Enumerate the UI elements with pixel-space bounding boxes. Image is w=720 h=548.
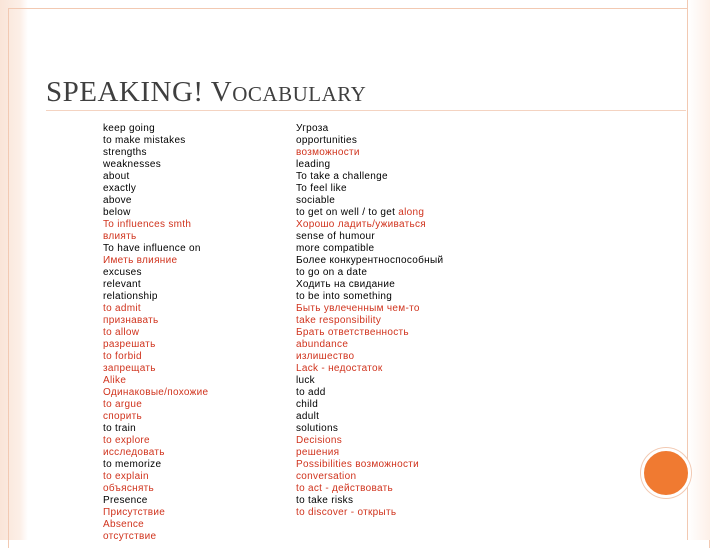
vocabulary-item <box>296 291 443 303</box>
vocabulary-item <box>296 303 443 315</box>
vocabulary-item: to allow <box>103 327 140 338</box>
vocabulary-text: to get on well / to get <box>296 207 399 218</box>
vocabulary-item <box>296 159 443 171</box>
vocabulary-item <box>296 411 443 423</box>
vocabulary-item <box>296 387 443 399</box>
vocabulary-text: along <box>398 207 425 218</box>
vocabulary-text: To feel like <box>296 183 347 194</box>
vocabulary-text: conversation <box>296 471 357 482</box>
vocabulary-item <box>296 399 443 411</box>
vocabulary-item: To have influence on <box>103 243 201 254</box>
vocabulary-item: exactly <box>103 183 137 194</box>
vocabulary-item <box>296 459 443 471</box>
vocabulary-item: отсутствие <box>103 531 157 542</box>
vocabulary-item: запрещать <box>103 363 156 374</box>
vocabulary-item: влиять <box>103 231 137 242</box>
title-part-2: OCABULARY <box>232 82 367 106</box>
vocabulary-text: to go on a date <box>296 267 368 278</box>
vocabulary-item: relevant <box>103 279 141 290</box>
title-part-1: SPEAKING! V <box>46 76 233 108</box>
vocabulary-item <box>296 327 443 339</box>
vocabulary-text: Хорошо ладить/уживаться <box>296 219 427 230</box>
vocabulary-item: Одинаковые/похожие <box>103 387 209 398</box>
vocabulary-item: to explore <box>103 435 150 446</box>
vocabulary-text: излишество <box>296 351 355 362</box>
vocabulary-item <box>296 171 443 183</box>
vocabulary-text: sense of humour <box>296 231 375 242</box>
vocabulary-right-column <box>296 123 443 519</box>
vocabulary-item <box>296 435 443 447</box>
vocabulary-item: Absence <box>103 519 145 530</box>
vocabulary-item <box>296 243 443 255</box>
vocabulary-text: luck <box>296 375 315 386</box>
vocabulary-text: more compatible <box>296 243 375 254</box>
vocabulary-item <box>296 339 443 351</box>
vocabulary-item: Иметь влияние <box>103 255 178 266</box>
vocabulary-item: about <box>103 171 130 182</box>
vocabulary-text: to discover - открыть <box>296 507 397 518</box>
vocabulary-text: Более конкурентноспособный <box>296 255 444 266</box>
vocabulary-item: исследовать <box>103 447 165 458</box>
vocabulary-text: to be into something <box>296 291 393 302</box>
slide-title <box>46 76 366 109</box>
vocabulary-item <box>296 423 443 435</box>
vocabulary-text: Lack - недостаток <box>296 363 383 374</box>
vocabulary-item <box>296 123 443 135</box>
vocabulary-text: Брать ответственность <box>296 327 409 338</box>
vocabulary-text: решения <box>296 447 340 458</box>
vocabulary-item <box>296 207 443 219</box>
vocabulary-item <box>296 315 443 327</box>
vocabulary-item: Alike <box>103 375 127 386</box>
vocabulary-text: Possibilities возможности <box>296 459 420 470</box>
vocabulary-text: to add <box>296 387 326 398</box>
vocabulary-item: Presence <box>103 495 148 506</box>
vocabulary-item: keep going <box>103 123 155 134</box>
vocabulary-item: to forbid <box>103 351 142 362</box>
orange-circle-decoration <box>641 448 691 498</box>
vocabulary-item <box>296 255 443 267</box>
vocabulary-item <box>296 219 443 231</box>
vocabulary-text: leading <box>296 159 331 170</box>
vocabulary-item <box>296 495 443 507</box>
vocabulary-text: opportunities <box>296 135 358 146</box>
vocabulary-text: возможности <box>296 147 360 158</box>
vocabulary-item: to make mistakes <box>103 135 186 146</box>
vocabulary-item: to admit <box>103 303 141 314</box>
right-decorative-band <box>687 0 710 540</box>
vocabulary-item <box>296 375 443 387</box>
vocabulary-item <box>296 447 443 459</box>
vocabulary-text: solutions <box>296 423 339 434</box>
vocabulary-text: child <box>296 399 319 410</box>
vocabulary-item <box>296 363 443 375</box>
vocabulary-text: sociable <box>296 195 336 206</box>
vocabulary-text: to take risks <box>296 495 354 506</box>
vocabulary-item <box>296 267 443 279</box>
vocabulary-text: abundance <box>296 339 349 350</box>
vocabulary-text: adult <box>296 411 320 422</box>
vocabulary-text: To take a challenge <box>296 171 388 182</box>
vocabulary-text: Ходить на свидание <box>296 279 396 290</box>
vocabulary-left-column <box>103 123 208 543</box>
vocabulary-item <box>296 135 443 147</box>
vocabulary-item <box>296 471 443 483</box>
vocabulary-item: to train <box>103 423 136 434</box>
vocabulary-item: weaknesses <box>103 159 162 170</box>
vocabulary-item: объяснять <box>103 483 155 494</box>
vocabulary-text: Быть увлеченным чем-то <box>296 303 420 314</box>
vocabulary-item: relationship <box>103 291 158 302</box>
vocabulary-item: to explain <box>103 471 149 482</box>
vocabulary-item: above <box>103 195 132 206</box>
vocabulary-item: признавать <box>103 315 159 326</box>
vocabulary-item: разрешать <box>103 339 156 350</box>
vocabulary-item <box>296 195 443 207</box>
vocabulary-text: Decisions <box>296 435 343 446</box>
vocabulary-item: To influences smth <box>103 219 192 230</box>
vocabulary-item: Присутствие <box>103 507 166 518</box>
vocabulary-item: to argue <box>103 399 143 410</box>
vocabulary-item: to memorize <box>103 459 162 470</box>
vocabulary-item: below <box>103 207 131 218</box>
vocabulary-item: спорить <box>103 411 143 422</box>
vocabulary-text: to act - действовать <box>296 483 394 494</box>
vocabulary-item <box>296 279 443 291</box>
vocabulary-item <box>296 231 443 243</box>
vocabulary-text: take responsibility <box>296 315 382 326</box>
title-divider <box>46 110 686 111</box>
vocabulary-item <box>296 507 443 519</box>
vocabulary-item <box>296 483 443 495</box>
vocabulary-item <box>296 183 443 195</box>
vocabulary-item <box>296 351 443 363</box>
vocabulary-item <box>296 147 443 159</box>
vocabulary-item: excuses <box>103 267 142 278</box>
vocabulary-text: Угроза <box>296 123 329 134</box>
vocabulary-item: strengths <box>103 147 147 158</box>
